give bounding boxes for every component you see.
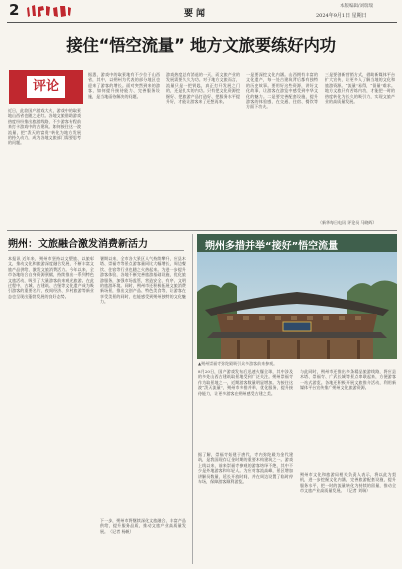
left-article-body-a: 本报讯 近年来，朔州市坚持以文塑旅、以旅彰文，推动文化和旅游深度融合发展，不断丰富文旅产品供给，激发文旅消费活力。今年以来，全市各地结合自身资源禀赋，持续推出一系列特色文旅活动，吸引了大量游客前来观光旅游。在此过程中，古城、古建筑、古堡等文化遗产成为吸引游客的重要名片，夜间经济、乡村旅游等新业态也呈现出蓬勃发展的良好态势。	[8, 256, 94, 299]
commentary-column-2: 据悉，游戏中的取景地有不少位于山西省，其中，以朔州为代表的部分地区也迎来了游客的增长。面对突然到来的游客，如何提升接待能力、完善服务设施，是当地亟待解决的问题。	[88, 72, 160, 99]
right-article-body-d: 朔州市文化和旅游局相关负责人表示，将以此为契机，进一步挖掘文化内涵，完善旅游配套设施，提升服务水平，把一时的流量转化为持续的留量，推动全市文旅产业高质量发展。（记者 刘瑞）	[300, 472, 396, 494]
header-rule	[7, 22, 397, 23]
left-article-body-b: 暑期以来，全市各大景区人气持续攀升，应县木塔、崇福寺等景点游客量同比大幅增长，周边餐饮、住宿等行业也随之火热起来。为进一步提升游客体验，各地不断完善旅游基础设施，优化旅游服务，加强市场监管，营造安全、有序、文明的旅游环境。同时，朔州市还积极拓展文旅消费新场景，推出文创产品、特色美食等，让游客在享受美景的同时，也能感受到朔州独特的文化魅力。	[100, 256, 186, 305]
commentary-divider	[7, 230, 397, 231]
left-article-headline: 朔州：文旅融合激发消费新活力	[8, 239, 148, 250]
page-number: 2	[9, 1, 20, 19]
commentary-column-5: 三是要创新营销方式，借助新媒体平台扩大宣传，让更多人了解当地的文化和旅游资源。“流量”易得，“留量”难求。地方文旅只有苦练内功，才能把一时的热度转化为长久的吸引力，实现文旅产业的高质量发展。	[325, 72, 395, 105]
commentary-badge-label: 评论	[27, 76, 65, 98]
right-article-body-a: 8月20日，国产游戏发布后迅速火爆全球，其中涉及的多处山西古建筑取景地受到广泛关注。朔州崇福寺作为取景地之一，近期游客数量明显增加。为接住这波“泼天流量”，朔州市多措并举，优化服务，提升接待能力，让更多游客在朔州感受古建之美。	[198, 369, 293, 396]
right-article-body-b: 据了解，崇福寺始建于唐代，寺内弥陀殿为金代建筑，是我国现存辽金时期的重要木构建筑之一。游戏上线以来，前来崇福寺参观的游客络绎不绝，其中不少是外地游客和年轻人。为应对客流高峰，景区增加讲解员数量，延长开放时间，并在周边设置了临时停车场，保障游客顺利游览。	[198, 452, 293, 485]
commentary-column-3: 游戏热度总有消退的一天，而文旅产业的发展需要久久为功。对于地方文旅而言，流量只是一把钥匙，真正打开发展之门的，还是扎实的内功。只有把文化资源挖掘好、把旅游产品打造好、把服务水平提升好，才能让游客来了还想再来。	[166, 72, 240, 105]
commentary-author: （新华每日电讯 评论员 马晓晖）	[318, 220, 377, 225]
left-article-body-c: 下一步，朔州市将继续深化文旅融合，丰富产品供给，提升服务品质，推动文旅产业高质量发展。（记者 杨帆）	[100, 518, 186, 534]
right-article-headline-banner	[197, 234, 397, 252]
commentary-badge	[9, 70, 83, 104]
column-divider	[192, 234, 193, 564]
right-article-headline: 朔州多措并举“接好”悟空流量	[205, 241, 339, 252]
article-photo	[197, 252, 397, 359]
commentary-column-1: 近日，此款国产游戏大火，游戏中的取景地山西省也随之走红。各地文旅借助游戏热度纷纷推出旅游线路，不少游客专程前来打卡游戏中的古建筑。如何接住这一波流量，把“泼天的富贵”转化为地方发展的持久动力，成为各地文旅部门需要思考的问题。	[8, 108, 81, 146]
section-title: 要闻	[184, 9, 209, 19]
main-headline: 接住“悟空流量” 地方文旅要练好内功	[66, 36, 336, 55]
photo-caption: ▲朔州崇福寺弥陀殿吸引众多游客前来参观。	[198, 361, 278, 366]
commentary-column-4: 一是要深挖文化内涵。山西拥有丰富的文化遗产，每一处古建筑背后都有独特的历史故事。要用好这些资源，讲好文化故事，让游客在游览中感受到中华文化的魅力。二是要完善配套设施，提升游客的体验感，在交通、住宿、餐饮等方面下功夫。	[246, 72, 318, 110]
right-article-body-c: 与此同时，朔州市还推出多条精品旅游线路，将应县木塔、崇福寺、广武长城等景点串联起来，方便游客一站式游览。各地还积极开展文旅推介活动，利用新媒体平台宣传推广朔州文化旅游资源。	[300, 369, 396, 391]
temple-roof-image	[197, 252, 397, 359]
paper-logo	[26, 3, 72, 17]
issue-date: 2024年9月1日 星期日	[316, 13, 367, 19]
left-headline-rule	[8, 250, 184, 251]
editor-line: 本版编辑/刘瑞瑞	[340, 4, 374, 9]
